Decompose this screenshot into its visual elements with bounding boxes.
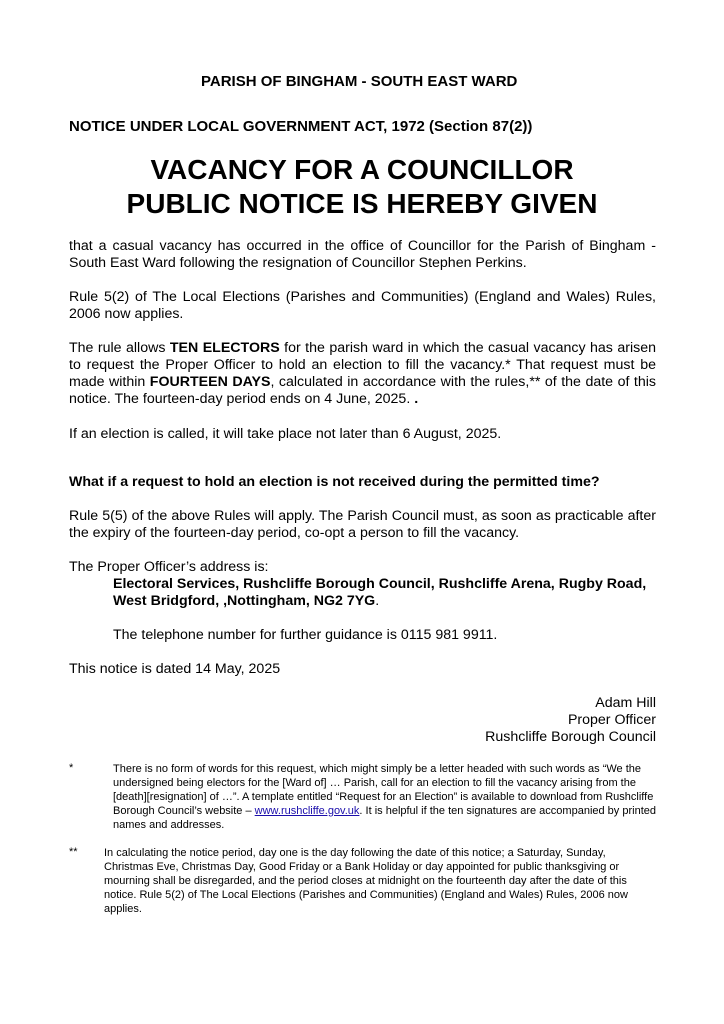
footnote-2-marker: ** [69,846,78,858]
telephone-line: The telephone number for further guidance is 0115 981 9911. [113,627,498,643]
trailing-period: . [414,391,419,407]
question-heading: What if a request to hold an election is not received during the permitted time? [69,474,600,490]
signatory-name: Adam Hill [595,695,656,711]
officer-address-text: Electoral Services, Rushcliffe Borough Council, Rushcliffe Arena, Rugby Road, West Bridgford, ,Nottingham, NG2 7YG [113,576,647,609]
footnote-1-marker: * [69,762,74,774]
vacancy-paragraph: that a casual vacancy has occurred in the office of Councillor for the Parish of Bingham - South East Ward following the resignation of Councillor Stephen Perkins. [69,238,656,271]
rushcliffe-website-link[interactable]: www.rushcliffe.gov.uk [254,805,360,817]
notice-date: This notice is dated 14 May, 2025 [69,661,281,677]
footnote-1-text-a: There is no form of words for this request, which might simply be a letter headed with such words as “We the undersigned being electors for the [Ward of] … Parish, call for an election to fill the vacancy arising from the [death][resignation] of …”. A template entitled “Request for an Election” is available to download from Rushcliffe Borough Council’s website – [113,763,654,817]
electors-text-2: for the parish ward in which the casual vacancy has arisen to request the Proper Officer to hold an election to fill the vacancy.* That request must be made within [69,340,656,390]
footnote-1-text-b: . It is helpful if the ten signatures are accompanied by printed names and addresses. [113,805,656,831]
title-vacancy: VACANCY FOR A COUNCILLOR [150,154,574,185]
election-date-paragraph: If an election is called, it will take place not later than 6 August, 2025. [69,426,502,442]
title-public-notice: PUBLIC NOTICE IS HEREBY GIVEN [126,188,598,219]
ten-electors-emphasis: TEN ELECTORS [169,340,280,356]
parish-heading: PARISH OF BINGHAM - SOUTH EAST WARD [201,73,518,90]
footnote-1 [113,762,656,832]
signatory-organisation: Rushcliffe Borough Council [485,729,656,745]
signatory-role: Proper Officer [567,712,656,728]
officer-address-tail: . [375,593,380,609]
co-opt-paragraph: Rule 5(5) of the above Rules will apply. The Parish Council must, as soon as practicable after the expiry of the fourteen-day period, co-opt a person to fill the vacancy. [69,508,656,541]
address-intro: The Proper Officer’s address is: [69,559,269,575]
act-heading: NOTICE UNDER LOCAL GOVERNMENT ACT, 1972 (Section 87(2)) [69,118,533,135]
officer-address [113,576,658,610]
electors-text-3: , calculated in accordance with the rules,** of the date of this notice. The fourteen-day period ends on 4 June, 2025. [69,374,656,407]
fourteen-days-emphasis: FOURTEEN DAYS [149,374,271,390]
footnote-2: In calculating the notice period, day one is the day following the date of this notice; a Saturday, Sunday, Christmas Eve, Christmas Day, Good Friday or a Bank Holiday or day appointed for public thanksgiving or mourning shall be disregarded, and the period closes at midnight on the fourteenth day after the date of this notice. Rule 5(2) of The Local Elections (Parishes and Communities) (England and Wales) Rules, 2006 now applies. [104,847,628,915]
electors-paragraph [69,340,656,408]
rule-paragraph: Rule 5(2) of The Local Elections (Parishes and Communities) (England and Wales) Rules, 2006 now applies. [69,289,656,322]
electors-text-1: The rule allows [69,340,170,356]
